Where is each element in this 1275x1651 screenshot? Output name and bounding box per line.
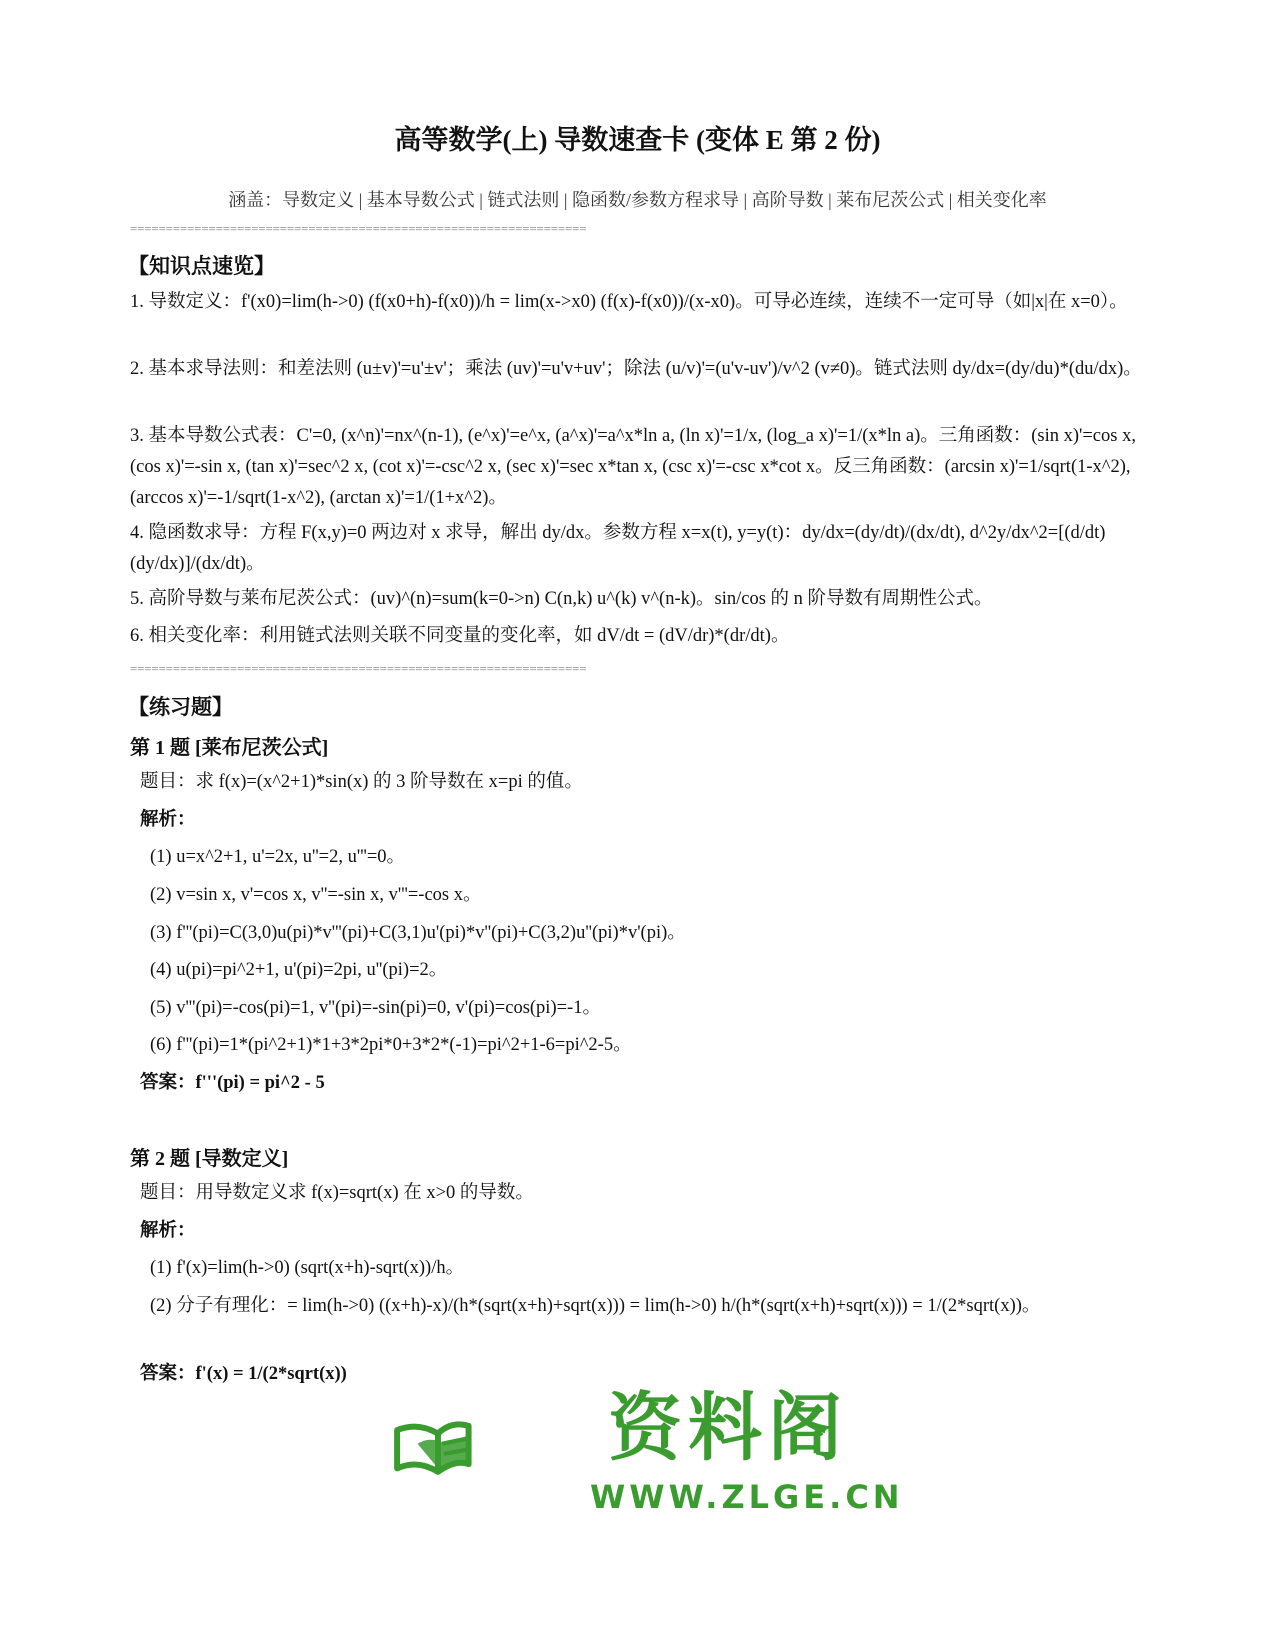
problem-1-analysis-label: 解析： — [140, 810, 196, 830]
watermark-name: 资料阁 — [608, 1385, 848, 1471]
problem-2-analysis-label: 解析： — [140, 1221, 196, 1241]
problem-1-step: (1) u=x^2+1, u'=2x, u''=2, u'''=0。 — [150, 847, 406, 867]
document-title: 高等数学(上) 导数速查卡 (变体 E 第 2 份) — [394, 125, 881, 155]
knowledge-item: 3. 基本导数公式表：C'=0, (x^n)'=nx^(n-1), (e^x)'=e^x, (a^x)'=a^x*ln a, (ln x)'=1/x, (log_a x)'=1/(x*ln a)。三角函数：(sin x)'=cos x, (cos x)'=-sin x, (tan x)'=sec^2 x, (cot x)'=-csc^2 x, (sec x)'=sec x*tan x, (csc x)'=-csc x*cot x。反三角函数：(arcsin x)'=1/sqrt(1-x^2), (arccos x)'=-1/sqrt(1-x^2), (arctan x)'=1/(1+x^2)。 — [130, 426, 1136, 508]
problem-1-step: (3) f'''(pi)=C(3,0)u(pi)*v'''(pi)+C(3,1)u'(pi)*v''(pi)+C(3,2)u''(pi)*v'(pi)。 — [150, 923, 686, 943]
problem-1-step: (2) v=sin x, v'=cos x, v''=-sin x, v'''=-cos x。 — [150, 885, 482, 905]
watermark-url: WWW.ZLGE.CN — [590, 1478, 904, 1516]
knowledge-item: 2. 基本求导法则：和差法则 (u±v)'=u'±v'；乘法 (uv)'=u'v+uv'；除法 (u/v)'=(u'v-uv')/v^2 (v≠0)。链式法则 dy/dx=(dy/du)*(du/dx)。 — [130, 359, 1142, 379]
knowledge-item: 1. 导数定义：f'(x0)=lim(h->0) (f(x0+h)-f(x0))/h = lim(x->x0) (f(x)-f(x0))/(x-x0)。可导必连续，连续不一定可导（如|x|在 x=0）。 — [130, 292, 1128, 312]
problem-1-heading: 第 1 题 [莱布尼茨公式] — [130, 737, 329, 759]
document-subtitle: 涵盖：导数定义 | 基本导数公式 | 链式法则 | 隐函数/参数方程求导 | 高阶导数 | 莱布尼茨公式 | 相关变化率 — [228, 190, 1047, 210]
problem-1-question: 题目：求 f(x)=(x^2+1)*sin(x) 的 3 阶导数在 x=pi 的值。 — [140, 772, 583, 792]
knowledge-item: 4. 隐函数求导：方程 F(x,y)=0 两边对 x 求导，解出 dy/dx。参数方程 x=x(t), y=y(t)：dy/dx=(dy/dt)/(dx/dt), d^2y/dx^2=[(d/dt)(dy/dx)]/(dx/dt)。 — [130, 523, 1106, 574]
knowledge-item: 6. 相关变化率：利用链式法则关联不同变量的变化率，如 dV/dt = (dV/dr)*(dr/dt)。 — [130, 626, 790, 646]
problem-1-step: (4) u(pi)=pi^2+1, u'(pi)=2pi, u''(pi)=2。 — [150, 960, 448, 980]
divider-top: ================================================================ — [130, 221, 587, 236]
divider-middle: ================================================================ — [130, 661, 587, 676]
problem-1-answer: 答案：f'''(pi) = pi^2 - 5 — [140, 1073, 325, 1093]
problem-2-step: (1) f'(x)=lim(h->0) (sqrt(x+h)-sqrt(x))/h。 — [150, 1258, 465, 1278]
problem-1-step: (6) f'''(pi)=1*(pi^2+1)*1+3*2pi*0+3*2*(-1)=pi^2+1-6=pi^2-5。 — [150, 1035, 632, 1055]
book-logo-icon — [392, 1378, 592, 1518]
knowledge-item: 5. 高阶导数与莱布尼茨公式：(uv)^(n)=sum(k=0->n) C(n,k) u^(k) v^(n-k)。sin/cos 的 n 阶导数有周期性公式。 — [130, 589, 993, 609]
problem-1-step: (5) v'''(pi)=-cos(pi)=1, v''(pi)=-sin(pi)=0, v'(pi)=cos(pi)=-1。 — [150, 998, 601, 1018]
problem-2-step: (2) 分子有理化：= lim(h->0) ((x+h)-x)/(h*(sqrt(x+h)+sqrt(x))) = lim(h->0) h/(h*(sqrt(x+h)+sqrt(x))) = 1/(2*sqrt(x))。 — [150, 1296, 1041, 1316]
problem-2-answer: 答案：f'(x) = 1/(2*sqrt(x)) — [140, 1364, 347, 1384]
knowledge-heading: 【知识点速览】 — [128, 254, 275, 278]
problem-2-heading: 第 2 题 [导数定义] — [130, 1148, 289, 1170]
problem-2-question: 题目：用导数定义求 f(x)=sqrt(x) 在 x>0 的导数。 — [140, 1183, 534, 1203]
practice-heading: 【练习题】 — [128, 695, 233, 719]
